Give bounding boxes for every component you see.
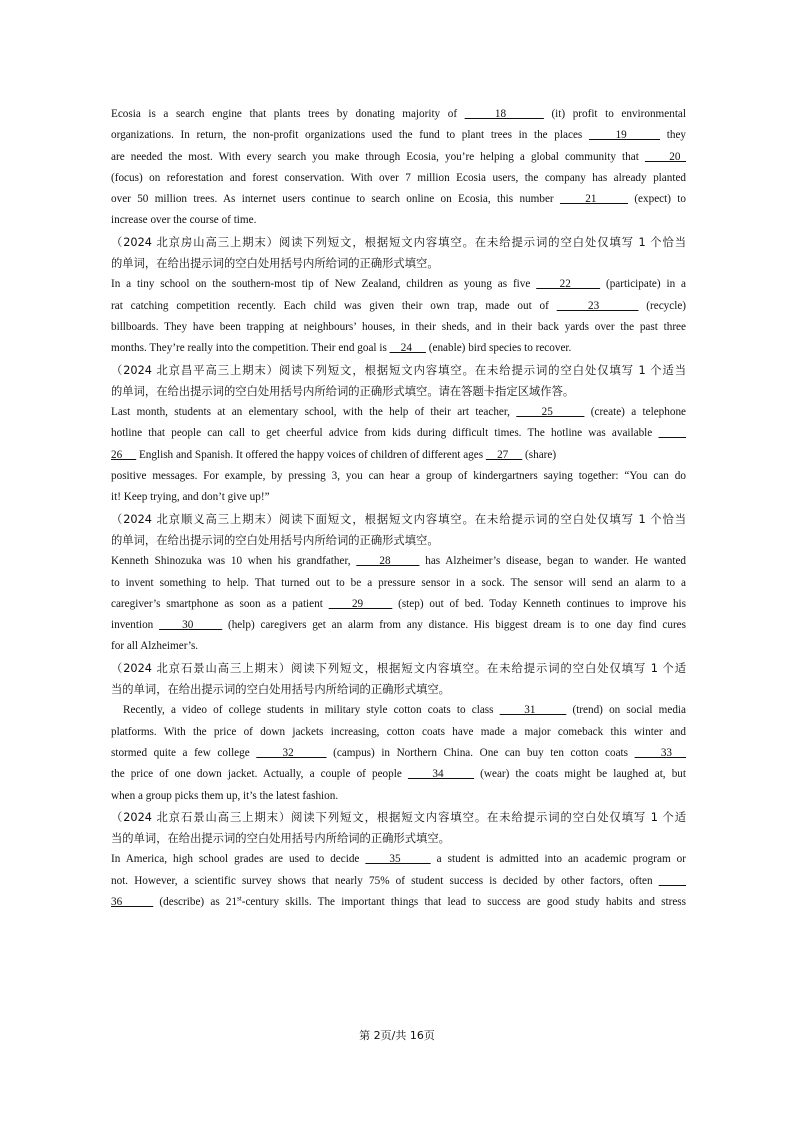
text-run: 的单词，在给出提示词的空白处用括号内所给词的正确形式填空。 — [111, 257, 439, 271]
text-line — [111, 274, 686, 295]
text-run: (wear) the coats might be laughed at, but — [474, 768, 687, 781]
passage-paragraph — [111, 849, 686, 913]
answer-blank[interactable]: 19 — [588, 129, 661, 142]
text-run: rat catching competition recently. Each child was given their own trap, made out of — [111, 299, 557, 312]
text-line — [111, 849, 686, 870]
instruction-paragraph — [111, 658, 686, 701]
text-line — [111, 445, 686, 466]
text-run: Recently, a video of college students in military style cotton coats to class — [123, 704, 500, 717]
text-run: (share) — [522, 448, 557, 461]
text-run: （2024 北京顺义高三上期末）阅读下面短文，根据短文内容填空。在未给提示词的空白处仅填写 1 个恰当 — [111, 512, 686, 526]
passage-paragraph — [111, 551, 686, 657]
text-line — [111, 253, 686, 274]
answer-blank[interactable]: 27 — [485, 448, 523, 461]
text-run: (recycle) — [638, 299, 687, 312]
text-run: months. They’re really into the competition. Their end goal is — [111, 342, 390, 355]
text-run: billboards. They have been trapping at neighbours’ houses, in their sheds, and in their back yards over the past three — [111, 320, 686, 333]
text-line — [111, 104, 686, 125]
answer-blank[interactable]: 29 — [328, 597, 393, 610]
text-run: organizations. In return, the non-profit organizations used the fund to plant trees in the places — [111, 129, 589, 142]
instruction-paragraph — [111, 807, 686, 850]
text-run: invention — [111, 619, 160, 632]
answer-blank[interactable]: 35 — [365, 853, 431, 866]
text-run: increase over the course of time. — [111, 214, 257, 227]
page-footer: 第 2页/共 16页 — [359, 1029, 435, 1042]
text-run: it! Keep trying, and don’t give up!” — [111, 491, 270, 504]
text-run: -century skills. The important things that lead to success are good study habits and stress — [241, 895, 686, 908]
text-line — [111, 423, 686, 444]
instruction-paragraph — [111, 360, 686, 403]
text-run: (create) a telephone — [584, 406, 686, 419]
text-line — [111, 573, 686, 594]
text-line — [111, 296, 686, 317]
answer-blank[interactable]: 30 — [159, 619, 223, 632]
text-line — [111, 807, 686, 828]
text-line — [111, 189, 686, 210]
text-line — [111, 466, 686, 487]
passage-paragraph — [111, 402, 686, 508]
text-line — [111, 871, 686, 892]
passage-paragraph — [111, 700, 686, 806]
answer-blank[interactable]: 24 — [389, 342, 426, 355]
text-line — [111, 210, 686, 231]
text-run: are needed the most. With every search you make through Ecosia, you’re helping a global community that — [111, 150, 645, 163]
document-body — [111, 104, 686, 913]
text-run: to invent something to help. That turned out to be a pressure sensor in a sock. The sensor will send an alarm to a — [111, 576, 686, 589]
text-run: (it) profit to environmental — [543, 108, 686, 120]
text-run: caregiver’s smartphone as soon as a patient — [111, 597, 329, 610]
text-run: 的单词，在给出提示词的空白处用括号内所给词的正确形式填空。 — [111, 533, 439, 547]
answer-blank[interactable]: 31 — [499, 704, 567, 717]
answer-blank[interactable]: 21 — [559, 193, 629, 206]
text-run: 的单词，在给出提示词的空白处用括号内所给词的正确形式填空。请在答题卡指定区域作答。 — [111, 384, 575, 398]
text-run: In America, high school grades are used to decide — [111, 853, 366, 866]
answer-blank[interactable]: 32 — [256, 746, 327, 759]
text-line — [111, 147, 686, 168]
answer-blank[interactable]: 33 — [634, 746, 687, 759]
text-run: （2024 北京石景山高三上期末）阅读下列短文，根据短文内容填空。在未给提示词的空白处仅填写 1 个适 — [111, 810, 686, 824]
instruction-paragraph — [111, 509, 686, 552]
passage-paragraph — [111, 104, 686, 232]
text-line — [111, 594, 686, 615]
text-line — [111, 892, 686, 913]
text-line — [111, 786, 686, 807]
text-line — [111, 232, 686, 253]
text-line — [111, 700, 686, 721]
text-run: stormed quite a few college — [111, 746, 257, 759]
answer-blank[interactable]: 28 — [356, 555, 420, 568]
text-run: (participate) in a — [600, 278, 687, 291]
text-line — [111, 658, 686, 679]
answer-blank[interactable]: 22 — [536, 278, 601, 291]
text-run: when a group picks them up, it’s the latest fashion. — [111, 789, 339, 802]
answer-blank[interactable]: 36 — [111, 895, 154, 908]
text-run: (enable) bird species to recover. — [425, 342, 572, 355]
text-run: （2024 北京昌平高三上期末）阅读下列短文，根据短文内容填空。在未给提示词的空白处仅填写 1 个适当 — [111, 363, 686, 377]
text-line — [111, 722, 686, 743]
text-line — [111, 828, 686, 849]
text-run: (focus) on reforestation and forest conservation. With over 7 million Ecosia users, the company has already planted — [111, 171, 686, 184]
text-run: (trend) on social media — [566, 704, 687, 717]
text-run: English and Spanish. It offered the happy voices of children of different ages — [136, 448, 486, 461]
text-run: In a tiny school on the southern-most tip of New Zealand, children as young as five — [111, 278, 537, 291]
answer-blank[interactable]: 20 — [644, 150, 687, 163]
answer-blank[interactable]: 26 — [111, 448, 137, 461]
text-line — [111, 125, 686, 146]
text-run: (expect) to — [628, 193, 686, 206]
text-run: platforms. With the price of down jackets increasing, cotton coats have made a major comeback this winter and — [111, 725, 686, 738]
text-run: （2024 北京房山高三上期末）阅读下列短文，根据短文内容填空。在未给提示词的空白处仅填写 1 个恰当 — [111, 235, 686, 249]
text-run: for all Alzheimer’s. — [111, 640, 199, 653]
text-line — [111, 317, 686, 338]
text-run: 当的单词，在给出提示词的空白处用括号内所给词的正确形式填空。 — [111, 683, 450, 697]
text-run: they — [660, 129, 687, 142]
text-line — [111, 551, 686, 572]
answer-blank[interactable]: 25 — [516, 406, 585, 419]
text-line — [111, 381, 686, 402]
text-run: Last month, students at an elementary school, with the help of their art teacher, — [111, 406, 517, 419]
answer-blank[interactable]: 34 — [407, 768, 475, 781]
text-run: a student is admitted into an academic program or — [430, 853, 686, 866]
text-line — [111, 509, 686, 530]
text-run: positive messages. For example, by pressing 3, you can hear a group of kindergartners saying together: “You can do — [111, 470, 686, 483]
answer-blank[interactable] — [659, 875, 686, 887]
text-run: (campus) in Northern China. One can buy ten cotton coats — [326, 746, 635, 759]
text-run: 当的单词，在给出提示词的空白处用括号内所给词的正确形式填空。 — [111, 832, 450, 846]
text-run: Kenneth Shinozuka was 10 when his grandfather, — [111, 555, 357, 568]
text-line — [111, 636, 686, 657]
text-line — [111, 679, 686, 700]
text-line — [111, 764, 686, 785]
text-run: (step) out of bed. Today Kenneth continues to improve his — [392, 597, 686, 610]
text-run: (describe) as 21 — [153, 895, 238, 908]
text-line — [111, 402, 686, 423]
passage-paragraph — [111, 274, 686, 359]
text-run: over 50 million trees. As internet users continue to search online on Ecosia, this number — [111, 193, 560, 206]
text-run: not. However, a scientific survey shows that nearly 75% of student success is decided by other factors, often — [111, 874, 659, 887]
text-line — [111, 530, 686, 551]
answer-blank[interactable]: 18 — [464, 108, 544, 120]
text-run: has Alzheimer’s disease, began to wander. He wanted — [419, 555, 687, 568]
answer-blank[interactable]: 23 — [556, 299, 639, 312]
text-line — [111, 168, 686, 189]
text-line — [111, 338, 686, 359]
text-run: Ecosia is a search engine that plants trees by donating majority of — [111, 108, 465, 120]
text-line — [111, 487, 686, 508]
text-line — [111, 743, 686, 764]
text-run: hotline that people can call to get cheerful advice from kids during difficult times. The hotline was available — [111, 427, 659, 440]
text-run: the price of one down jacket. Actually, a couple of people — [111, 768, 408, 781]
text-run: (help) caregivers get an alarm from any distance. His biggest dream is to one day find cures — [222, 619, 686, 632]
text-run: （2024 北京石景山高三上期末）阅读下列短文，根据短文内容填空。在未给提示词的空白处仅填写 1 个适 — [111, 661, 686, 675]
superscript: st — [237, 894, 242, 903]
text-line — [111, 360, 686, 381]
instruction-paragraph — [111, 232, 686, 275]
text-line — [111, 615, 686, 636]
answer-blank[interactable] — [658, 427, 686, 439]
